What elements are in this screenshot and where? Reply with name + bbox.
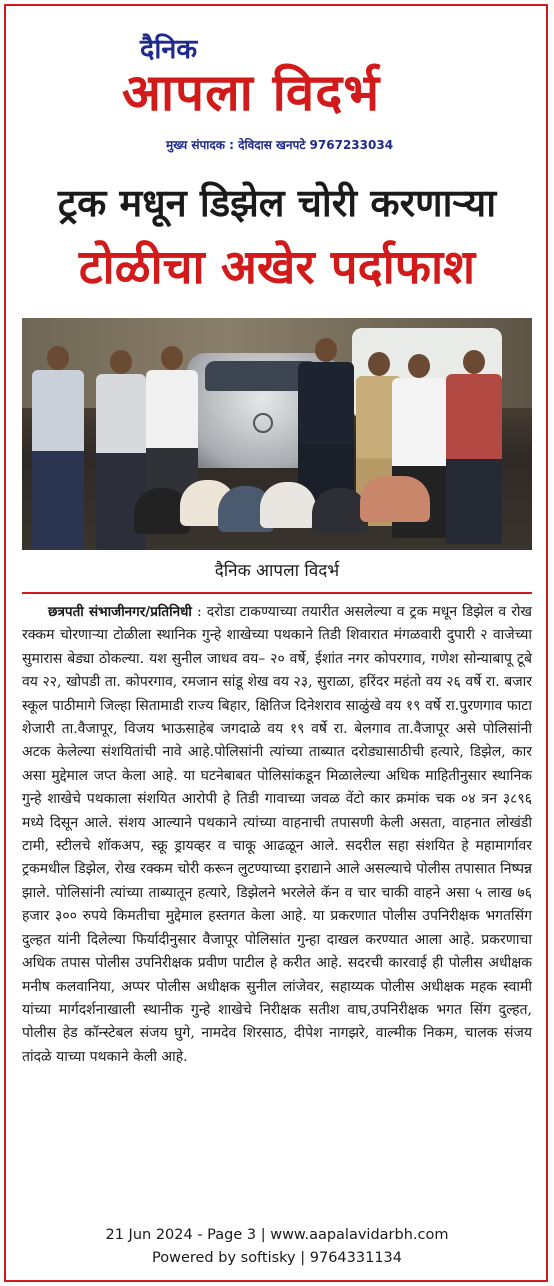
divider [22, 592, 532, 594]
footer-powered-by: Powered by softisky | 9764331134 [151, 1250, 402, 1266]
footer-date-page: 21 Jun 2024 - Page 3 | www.aapalavidarbh.com [105, 1227, 449, 1243]
photo-suspect [260, 482, 316, 528]
masthead-daily: दैनिक [140, 34, 198, 65]
photo-car-logo [253, 413, 273, 433]
masthead-editor: मुख्य संपादक : देविदास खनपटे 9767233034 [166, 138, 394, 152]
photo-suspect [360, 476, 430, 522]
photo-officer [446, 374, 502, 544]
photo-caption: दैनिक आपला विदर्भ [214, 561, 340, 581]
masthead-title: आपला विदर्भ [122, 64, 381, 123]
news-photo [22, 318, 532, 550]
article-text: : दरोडा टाकण्याच्या तयारीत असलेल्या व ट्रक मधून डिझेल व रोख रक्कम चोरणाऱ्या टोळीला स्थानिक गुन्हे शाखेच्या पथकाने तिडी शिवारात मंगळवारी दुपारी २ वाजेच्या सुमारास बेड्या ठोकल्या. यश सुनील जाधव वय– २० वर्षे, ईशांत नगर कोपरगाव, गणेश सोन्याबापू टूबे वय २२, खोपडी ता. कोपरगाव, रमजान सांडू शेख वय २३, सुराळा, हरिंदर महंतो वय २६ वर्षे रा. बजार स्कूल पाठीमागे जिल्हा सितामाडी राज्य बिहार, क्षितिज दिनेशराव साळुंखे वय १९ वर्षे रा.पुरणगाव फाटा शेजारी ता.वैजापूर, विजय भाऊसाहेब जगदाळे वय १९ वर्षे रा. बेलगाव ता.वैजापूर असे पोलिसांनी अटक केलेल्या संशयितांची नावे आहे.पोलिसांनी त्यांच्या ताब्यात दरोड्यासाठीची हत्यारे, डिझेल, कार असा मुद्देमाल जप्त केला आहे. या घटनेबाबत पोलिसांकडून मिळालेल्या अधिक माहितीनुसार स्थानिक गुन्हे शाखेचे पथकाला संशयित आरोपी हे तिडी गावाच्या जवळ वेंटो कार क्रमांक चक ०४ त्रन ३८९६ मध्ये दिसून आले. संशय आल्याने पथकाने त्यांच्या वाहनाची तपासणी केली असता, वाहनात लोखंडी टामी, स्टीलचे शॉकअप, स्क्रू ड्रायव्हर व चाकू आढळून आले. सदरील सहा संशयित हे महामार्गावर ट्रकमधील डिझेल, रोख रक्कम चोरी करून लुटण्याच्या इराद्याने आले असल्याचे पोलीस तपासात निष्पन्न झाले. पोलिसांनी त्यांच्या ताब्यातून हत्यारे, डिझेलने भरलेले कॅन व चार चाकी वाहने असा ५ लाख ७६ हजार ३०० रुपये किमतीचा मुद्देमाल हस्तगत केला आहे. या प्रकरणात पोलीस उपनिरीक्षक भगतसिंग दुल्हत यांनी दिलेल्या फिर्यादीनुसार वैजापूर पोलिसांत गुन्हा दाखल करण्यात आला आहे. प्रकरणाचा अधिक तपास पोलीस उपनिरीक्षक प्रवीण पाटील हे करीत आहे. सदरची कारवाई ही पोलीस अधीक्षक मनीष कलवानिया, अप्पर पोलीस अधीक्षक सुनील लांजेवर, सहाय्यक पोलीस अधीक्षक महक स्वामी यांच्या मार्गदर्शनाखाली स्थानीक गुन्हे शाखेचे निरीक्षक सतीश वाघ,उपनिरीक्षक भगत सिंग दुल्हत, पोलीस हेड कॉन्स्टेबल संजय घुगे, नामदेव शिरसाठ, दीपेश नागझरे, वाल्मीक निकम, चालक संजय तांदळे याच्या पथकाने केली आहे. [22, 604, 533, 1065]
article-body [22, 601, 532, 1069]
photo-officer [32, 370, 84, 550]
photo-officer [146, 370, 198, 500]
headline-line-2: टोळीचा अखेर पर्दाफाश [78, 240, 476, 295]
headline-line-1: ट्रक मधून डिझेल चोरी करणाऱ्या [57, 181, 497, 225]
article-dateline: छत्रपती संभाजीनगर/प्रतिनिधी [48, 604, 192, 620]
masthead [0, 18, 554, 152]
